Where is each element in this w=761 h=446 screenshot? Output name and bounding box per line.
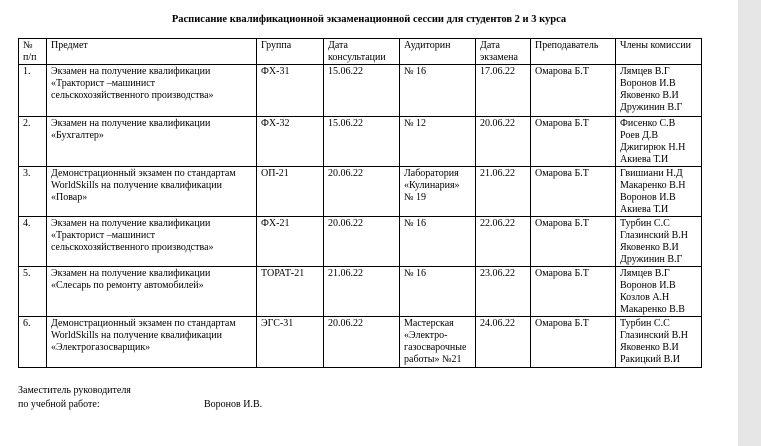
cell-text-line: Экзамен на получение квалификации: [51, 268, 211, 279]
cell-num: [19, 267, 47, 317]
cell-text-line: Группа: [261, 40, 292, 51]
cell-commission: [616, 117, 702, 167]
cell-num: [19, 317, 47, 368]
cell-text-line: п/п: [23, 52, 37, 63]
cell-room: [400, 117, 476, 167]
cell-text-line: Яковенко В.И: [620, 90, 679, 101]
cell-text-line: 6.: [23, 318, 31, 329]
cell-text-line: Яковенко В.И: [620, 242, 679, 253]
exam-schedule-table: [18, 38, 702, 368]
cell-text-line: Акиева Т.И: [620, 204, 669, 215]
cell-text-line: № 16: [404, 268, 427, 279]
window-gutter: [738, 0, 761, 446]
header-exam-date: [476, 39, 531, 65]
cell-commission: [616, 217, 702, 267]
cell-text-line: «Тракторист –машинист: [51, 230, 156, 241]
cell-exam-date: [476, 317, 531, 368]
cell-text-line: экзамена: [480, 52, 518, 63]
cell-text-line: Лаборатория: [404, 168, 459, 179]
cell-text-line: Роев Д.В: [620, 130, 659, 141]
cell-teacher: [531, 317, 616, 368]
cell-consult-date: [324, 167, 400, 217]
cell-group: [257, 267, 324, 317]
cell-text-line: Омарова Б.Т: [535, 168, 589, 179]
cell-text-line: 20.06.22: [480, 118, 515, 129]
cell-num: [19, 65, 47, 117]
cell-text-line: Мастерская: [404, 318, 454, 329]
cell-text-line: Лямцев В.Г: [620, 268, 670, 279]
cell-text-line: №: [23, 40, 33, 51]
cell-text-line: 23.06.22: [480, 268, 515, 279]
cell-commission: [616, 267, 702, 317]
cell-text-line: Джигирюк Н.Н: [620, 142, 686, 153]
cell-text-line: 21.06.22: [480, 168, 515, 179]
cell-group: [257, 65, 324, 117]
cell-text-line: Турбин С.С: [620, 218, 670, 229]
cell-num: [19, 217, 47, 267]
cell-teacher: [531, 117, 616, 167]
cell-subject: [47, 317, 257, 368]
header-teacher: [531, 39, 616, 65]
cell-exam-date: [476, 65, 531, 117]
cell-text-line: Ракицкий В.И: [620, 354, 681, 365]
cell-text-line: Аудиторин: [404, 40, 451, 51]
cell-num: [19, 167, 47, 217]
cell-teacher: [531, 167, 616, 217]
cell-room: [400, 65, 476, 117]
cell-text-line: Козлов А.Н: [620, 292, 670, 303]
cell-text-line: 5.: [23, 268, 31, 279]
cell-group: [257, 217, 324, 267]
cell-room: [400, 167, 476, 217]
cell-text-line: 20.06.22: [328, 218, 363, 229]
table-header-row: [19, 39, 702, 65]
cell-text-line: Омарова Б.Т: [535, 268, 589, 279]
document-title: Расписание квалификационной экзаменационной сессии для студентов 2 и 3 курса: [171, 14, 567, 25]
cell-room: [400, 267, 476, 317]
cell-text-line: Члены комиссии: [620, 40, 691, 51]
cell-subject: [47, 217, 257, 267]
header-room: [400, 39, 476, 65]
cell-commission: [616, 317, 702, 368]
cell-text-line: газосварочные: [404, 342, 467, 353]
cell-text-line: № 16: [404, 218, 427, 229]
cell-exam-date: [476, 217, 531, 267]
cell-text-line: Экзамен на получение квалификации: [51, 118, 211, 129]
cell-text-line: 20.06.22: [328, 318, 363, 329]
cell-text-line: Турбин С.С: [620, 318, 670, 329]
cell-subject: [47, 167, 257, 217]
header-subject: [47, 39, 257, 65]
cell-commission: [616, 167, 702, 217]
cell-exam-date: [476, 117, 531, 167]
cell-consult-date: [324, 117, 400, 167]
cell-group: [257, 167, 324, 217]
cell-text-line: Дата: [480, 40, 500, 51]
cell-num: [19, 117, 47, 167]
header-consult-date: [324, 39, 400, 65]
cell-text-line: 24.06.22: [480, 318, 515, 329]
cell-text-line: WorldSkills на получение квалификации: [51, 330, 222, 341]
cell-text-line: Омарова Б.Т: [535, 118, 589, 129]
cell-room: [400, 217, 476, 267]
header-num: [19, 39, 47, 65]
cell-text-line: «Бухгалтер»: [51, 130, 104, 141]
cell-text-line: ФХ-32: [261, 118, 290, 129]
cell-text-line: 15.06.22: [328, 66, 363, 77]
cell-text-line: 17.06.22: [480, 66, 515, 77]
cell-consult-date: [324, 65, 400, 117]
cell-room: [400, 317, 476, 368]
cell-text-line: ТОРАТ-21: [261, 268, 305, 279]
cell-text-line: WorldSkills на получение квалификации: [51, 180, 222, 191]
cell-teacher: [531, 65, 616, 117]
cell-group: [257, 117, 324, 167]
cell-text-line: Дружинин В.Г: [620, 254, 683, 265]
signature-position-line2: по учебной работе:: [18, 399, 100, 410]
cell-text-line: 1.: [23, 66, 31, 77]
header-commission: [616, 39, 702, 65]
table-row: [19, 167, 702, 217]
cell-text-line: консультации: [328, 52, 386, 63]
cell-exam-date: [476, 267, 531, 317]
cell-commission: [616, 65, 702, 117]
cell-text-line: Фисенко С.В: [620, 118, 676, 129]
cell-text-line: ОП-21: [261, 168, 289, 179]
cell-text-line: 3.: [23, 168, 31, 179]
cell-text-line: Демонстрационный экзамен по стандартам: [51, 168, 236, 179]
cell-text-line: Омарова Б.Т: [535, 218, 589, 229]
cell-text-line: Экзамен на получение квалификации: [51, 66, 211, 77]
table-row: [19, 65, 702, 117]
cell-text-line: сельскохозяйственного производства»: [51, 90, 214, 101]
cell-text-line: Демонстрационный экзамен по стандартам: [51, 318, 236, 329]
cell-text-line: Яковенко В.И: [620, 342, 679, 353]
cell-text-line: «Слесарь по ремонту автомобилей»: [51, 280, 204, 291]
cell-text-line: 22.06.22: [480, 218, 515, 229]
cell-text-line: «Электро-: [404, 330, 448, 341]
cell-text-line: Преподаватель: [535, 40, 599, 51]
cell-text-line: 4.: [23, 218, 31, 229]
cell-text-line: «Тракторист –машинист: [51, 78, 156, 89]
table-row: [19, 217, 702, 267]
cell-text-line: Макаренко В.Н: [620, 180, 686, 191]
cell-text-line: Глазинский В.Н: [620, 330, 689, 341]
cell-text-line: Воронов И.В: [620, 192, 676, 203]
cell-text-line: Лямцев В.Г: [620, 66, 670, 77]
cell-text-line: 2.: [23, 118, 31, 129]
cell-subject: [47, 117, 257, 167]
cell-text-line: «Кулинария»: [404, 180, 460, 191]
cell-text-line: Дата: [328, 40, 348, 51]
signature-name: Воронов И.В.: [204, 399, 263, 410]
cell-text-line: № 16: [404, 66, 427, 77]
cell-consult-date: [324, 217, 400, 267]
cell-text-line: 15.06.22: [328, 118, 363, 129]
cell-text-line: Воронов И.В: [620, 280, 676, 291]
cell-text-line: Воронов И.В: [620, 78, 676, 89]
cell-text-line: № 19: [404, 192, 427, 203]
signature-position-line1: Заместитель руководителя: [18, 385, 131, 396]
cell-teacher: [531, 217, 616, 267]
cell-text-line: Омарова Б.Т: [535, 66, 589, 77]
cell-exam-date: [476, 167, 531, 217]
cell-consult-date: [324, 317, 400, 368]
cell-subject: [47, 267, 257, 317]
cell-text-line: Дружинин В.Г: [620, 102, 683, 113]
cell-text-line: Глазинский В.Н: [620, 230, 689, 241]
table-row: [19, 267, 702, 317]
cell-text-line: ЭГС-31: [261, 318, 294, 329]
cell-text-line: «Электрогазосварщик»: [51, 342, 151, 353]
cell-text-line: Гвишиани Н.Д: [620, 168, 683, 179]
cell-text-line: Экзамен на получение квалификации: [51, 218, 211, 229]
table-row: [19, 317, 702, 368]
cell-text-line: 21.06.22: [328, 268, 363, 279]
cell-text-line: № 12: [404, 118, 427, 129]
cell-text-line: «Повар»: [51, 192, 88, 203]
cell-text-line: Предмет: [51, 40, 88, 51]
cell-text-line: работы» №21: [404, 354, 462, 365]
cell-text-line: ФХ-31: [261, 66, 290, 77]
cell-text-line: Омарова Б.Т: [535, 318, 589, 329]
cell-text-line: сельскохозяйственного производства»: [51, 242, 214, 253]
cell-teacher: [531, 267, 616, 317]
header-group: [257, 39, 324, 65]
cell-subject: [47, 65, 257, 117]
cell-group: [257, 317, 324, 368]
cell-text-line: ФХ-21: [261, 218, 290, 229]
cell-text-line: 20.06.22: [328, 168, 363, 179]
table-row: [19, 117, 702, 167]
cell-text-line: Макаренко В.В: [620, 304, 685, 315]
cell-text-line: Акиева Т.И: [620, 154, 669, 165]
cell-consult-date: [324, 267, 400, 317]
